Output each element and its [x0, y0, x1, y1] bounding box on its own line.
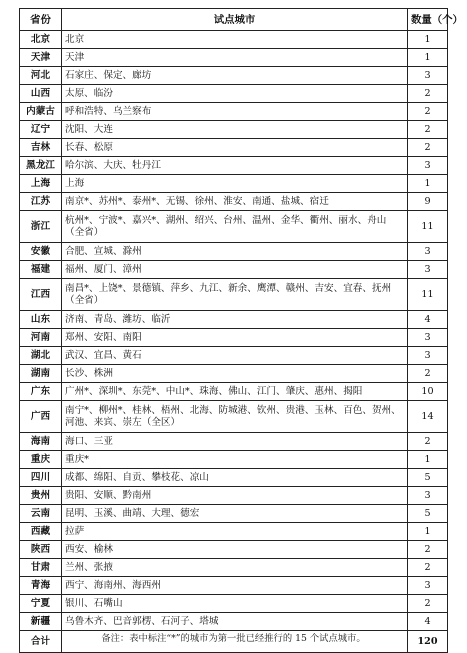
count-cell: 1	[408, 49, 448, 67]
count-cell: 2	[408, 595, 448, 613]
province-cell: 吉林	[20, 139, 62, 157]
cities-cell: 南昌*、上饶*、景德镇、萍乡、九江、新余、鹰潭、赣州、吉安、宜春、抚州（全省）	[62, 279, 408, 311]
cities-cell: 石家庄、保定、廊坊	[62, 67, 408, 85]
count-cell: 5	[408, 505, 448, 523]
cities-cell: 重庆*	[62, 451, 408, 469]
count-cell: 2	[408, 433, 448, 451]
cities-cell: 杭州*、宁波*、嘉兴*、湖州、绍兴、台州、温州、金华、衢州、丽水、舟山（全省）	[62, 211, 408, 243]
cities-cell: 银川、石嘴山	[62, 595, 408, 613]
cities-cell: 广州*、深圳*、东莞*、中山*、珠海、佛山、江门、肇庆、惠州、揭阳	[62, 383, 408, 401]
table-row	[20, 401, 448, 433]
province-cell: 天津	[20, 49, 62, 67]
province-cell: 福建	[20, 261, 62, 279]
cities-cell: 合肥、宣城、滁州	[62, 243, 408, 261]
table-row	[20, 365, 448, 383]
cities-cell: 兰州、张掖	[62, 559, 408, 577]
table-row	[20, 433, 448, 451]
count-cell: 3	[408, 487, 448, 505]
table-row	[20, 243, 448, 261]
province-cell: 西藏	[20, 523, 62, 541]
header-province: 省份	[20, 9, 62, 31]
province-cell: 内蒙古	[20, 103, 62, 121]
province-cell: 湖南	[20, 365, 62, 383]
count-cell: 14	[408, 401, 448, 433]
table-row	[20, 451, 448, 469]
table-row	[20, 211, 448, 243]
table-footnote: 备注：表中标注“*”的城市为第一批已经推行的 15 个试点城市。	[101, 633, 366, 644]
province-cell: 甘肃	[20, 559, 62, 577]
cities-cell: 太原、临汾	[62, 85, 408, 103]
count-cell: 3	[408, 243, 448, 261]
count-cell: 3	[408, 577, 448, 595]
table-header-row	[20, 9, 448, 31]
cities-cell: 南京*、苏州*、泰州*、无锡、徐州、淮安、南通、盐城、宿迁	[62, 193, 408, 211]
province-cell: 河北	[20, 67, 62, 85]
table-row	[20, 329, 448, 347]
table-row	[20, 613, 448, 631]
header-count: 数量（个）	[408, 9, 448, 31]
cities-cell: 长春、松原	[62, 139, 408, 157]
cities-cell: 北京	[62, 31, 408, 49]
cities-cell: 海口、三亚	[62, 433, 408, 451]
province-cell: 新疆	[20, 613, 62, 631]
table-row	[20, 157, 448, 175]
province-cell: 山西	[20, 85, 62, 103]
province-cell: 黑龙江	[20, 157, 62, 175]
pilot-cities-table	[19, 8, 463, 653]
province-cell: 江西	[20, 279, 62, 311]
cities-cell: 呼和浩特、乌兰察布	[62, 103, 408, 121]
table-row	[20, 347, 448, 365]
table-body	[20, 31, 448, 631]
province-cell: 陕西	[20, 541, 62, 559]
count-cell: 3	[408, 261, 448, 279]
table-row	[20, 595, 448, 613]
table-row	[20, 31, 448, 49]
count-cell: 1	[408, 31, 448, 49]
table-row	[20, 67, 448, 85]
province-cell: 上海	[20, 175, 62, 193]
table-row	[20, 193, 448, 211]
table-row	[20, 469, 448, 487]
table-row	[20, 311, 448, 329]
count-cell: 3	[408, 67, 448, 85]
table-row	[20, 103, 448, 121]
province-cell: 山东	[20, 311, 62, 329]
count-cell: 2	[408, 103, 448, 121]
cities-cell: 武汉、宜昌、黄石	[62, 347, 408, 365]
table-row	[20, 505, 448, 523]
total-count: 120	[408, 631, 448, 653]
count-cell: 3	[408, 157, 448, 175]
province-cell: 贵州	[20, 487, 62, 505]
count-cell: 3	[408, 347, 448, 365]
province-cell: 江苏	[20, 193, 62, 211]
cities-cell: 天津	[62, 49, 408, 67]
province-cell: 湖北	[20, 347, 62, 365]
province-cell: 广西	[20, 401, 62, 433]
count-cell: 1	[408, 175, 448, 193]
count-cell: 9	[408, 193, 448, 211]
cities-cell: 西安、榆林	[62, 541, 408, 559]
table-row	[20, 175, 448, 193]
table-row	[20, 577, 448, 595]
count-cell: 1	[408, 451, 448, 469]
cities-cell: 沈阳、大连	[62, 121, 408, 139]
count-cell: 10	[408, 383, 448, 401]
table-row	[20, 49, 448, 67]
table-row	[20, 383, 448, 401]
province-cell: 安徽	[20, 243, 62, 261]
count-cell: 11	[408, 279, 448, 311]
province-cell: 海南	[20, 433, 62, 451]
province-cell: 北京	[20, 31, 62, 49]
cities-cell: 成都、绵阳、自贡、攀枝花、凉山	[62, 469, 408, 487]
province-cell: 浙江	[20, 211, 62, 243]
cities-cell: 郑州、安阳、南阳	[62, 329, 408, 347]
table-row	[20, 261, 448, 279]
count-cell: 5	[408, 469, 448, 487]
count-cell: 1	[408, 523, 448, 541]
cities-cell: 济南、青岛、潍坊、临沂	[62, 311, 408, 329]
count-cell: 2	[408, 541, 448, 559]
count-cell: 2	[408, 559, 448, 577]
count-cell: 11	[408, 211, 448, 243]
province-cell: 辽宁	[20, 121, 62, 139]
count-cell: 4	[408, 311, 448, 329]
cities-cell: 哈尔滨、大庆、牡丹江	[62, 157, 408, 175]
cities-cell: 上海	[62, 175, 408, 193]
count-cell: 2	[408, 121, 448, 139]
count-cell: 2	[408, 139, 448, 157]
total-label: 合计	[20, 631, 62, 653]
cities-cell: 贵阳、安顺、黔南州	[62, 487, 408, 505]
province-cell: 宁夏	[20, 595, 62, 613]
cities-cell: 南宁*、柳州*、桂林、梧州、北海、防城港、钦州、贵港、玉林、百色、贺州、河池、来宾、崇左（全区）	[62, 401, 408, 433]
province-cell: 青海	[20, 577, 62, 595]
cities-cell: 昆明、玉溪、曲靖、大理、德宏	[62, 505, 408, 523]
table-row	[20, 541, 448, 559]
table-row	[20, 139, 448, 157]
province-cell: 重庆	[20, 451, 62, 469]
count-cell: 3	[408, 329, 448, 347]
cities-cell: 长沙、株洲	[62, 365, 408, 383]
province-cell: 河南	[20, 329, 62, 347]
header-cities: 试点城市	[62, 9, 408, 31]
cities-cell: 拉萨	[62, 523, 408, 541]
province-cell: 广东	[20, 383, 62, 401]
table-row	[20, 85, 448, 103]
count-cell: 4	[408, 613, 448, 631]
province-cell: 四川	[20, 469, 62, 487]
count-cell: 2	[408, 365, 448, 383]
province-cell: 云南	[20, 505, 62, 523]
table-row	[20, 279, 448, 311]
cities-cell: 西宁、海南州、海西州	[62, 577, 408, 595]
cities-cell: 乌鲁木齐、巴音郭楞、石河子、塔城	[62, 613, 408, 631]
count-cell: 2	[408, 85, 448, 103]
table-row	[20, 121, 448, 139]
table-row	[20, 523, 448, 541]
table-row	[20, 559, 448, 577]
table-row	[20, 487, 448, 505]
cities-cell: 福州、厦门、漳州	[62, 261, 408, 279]
